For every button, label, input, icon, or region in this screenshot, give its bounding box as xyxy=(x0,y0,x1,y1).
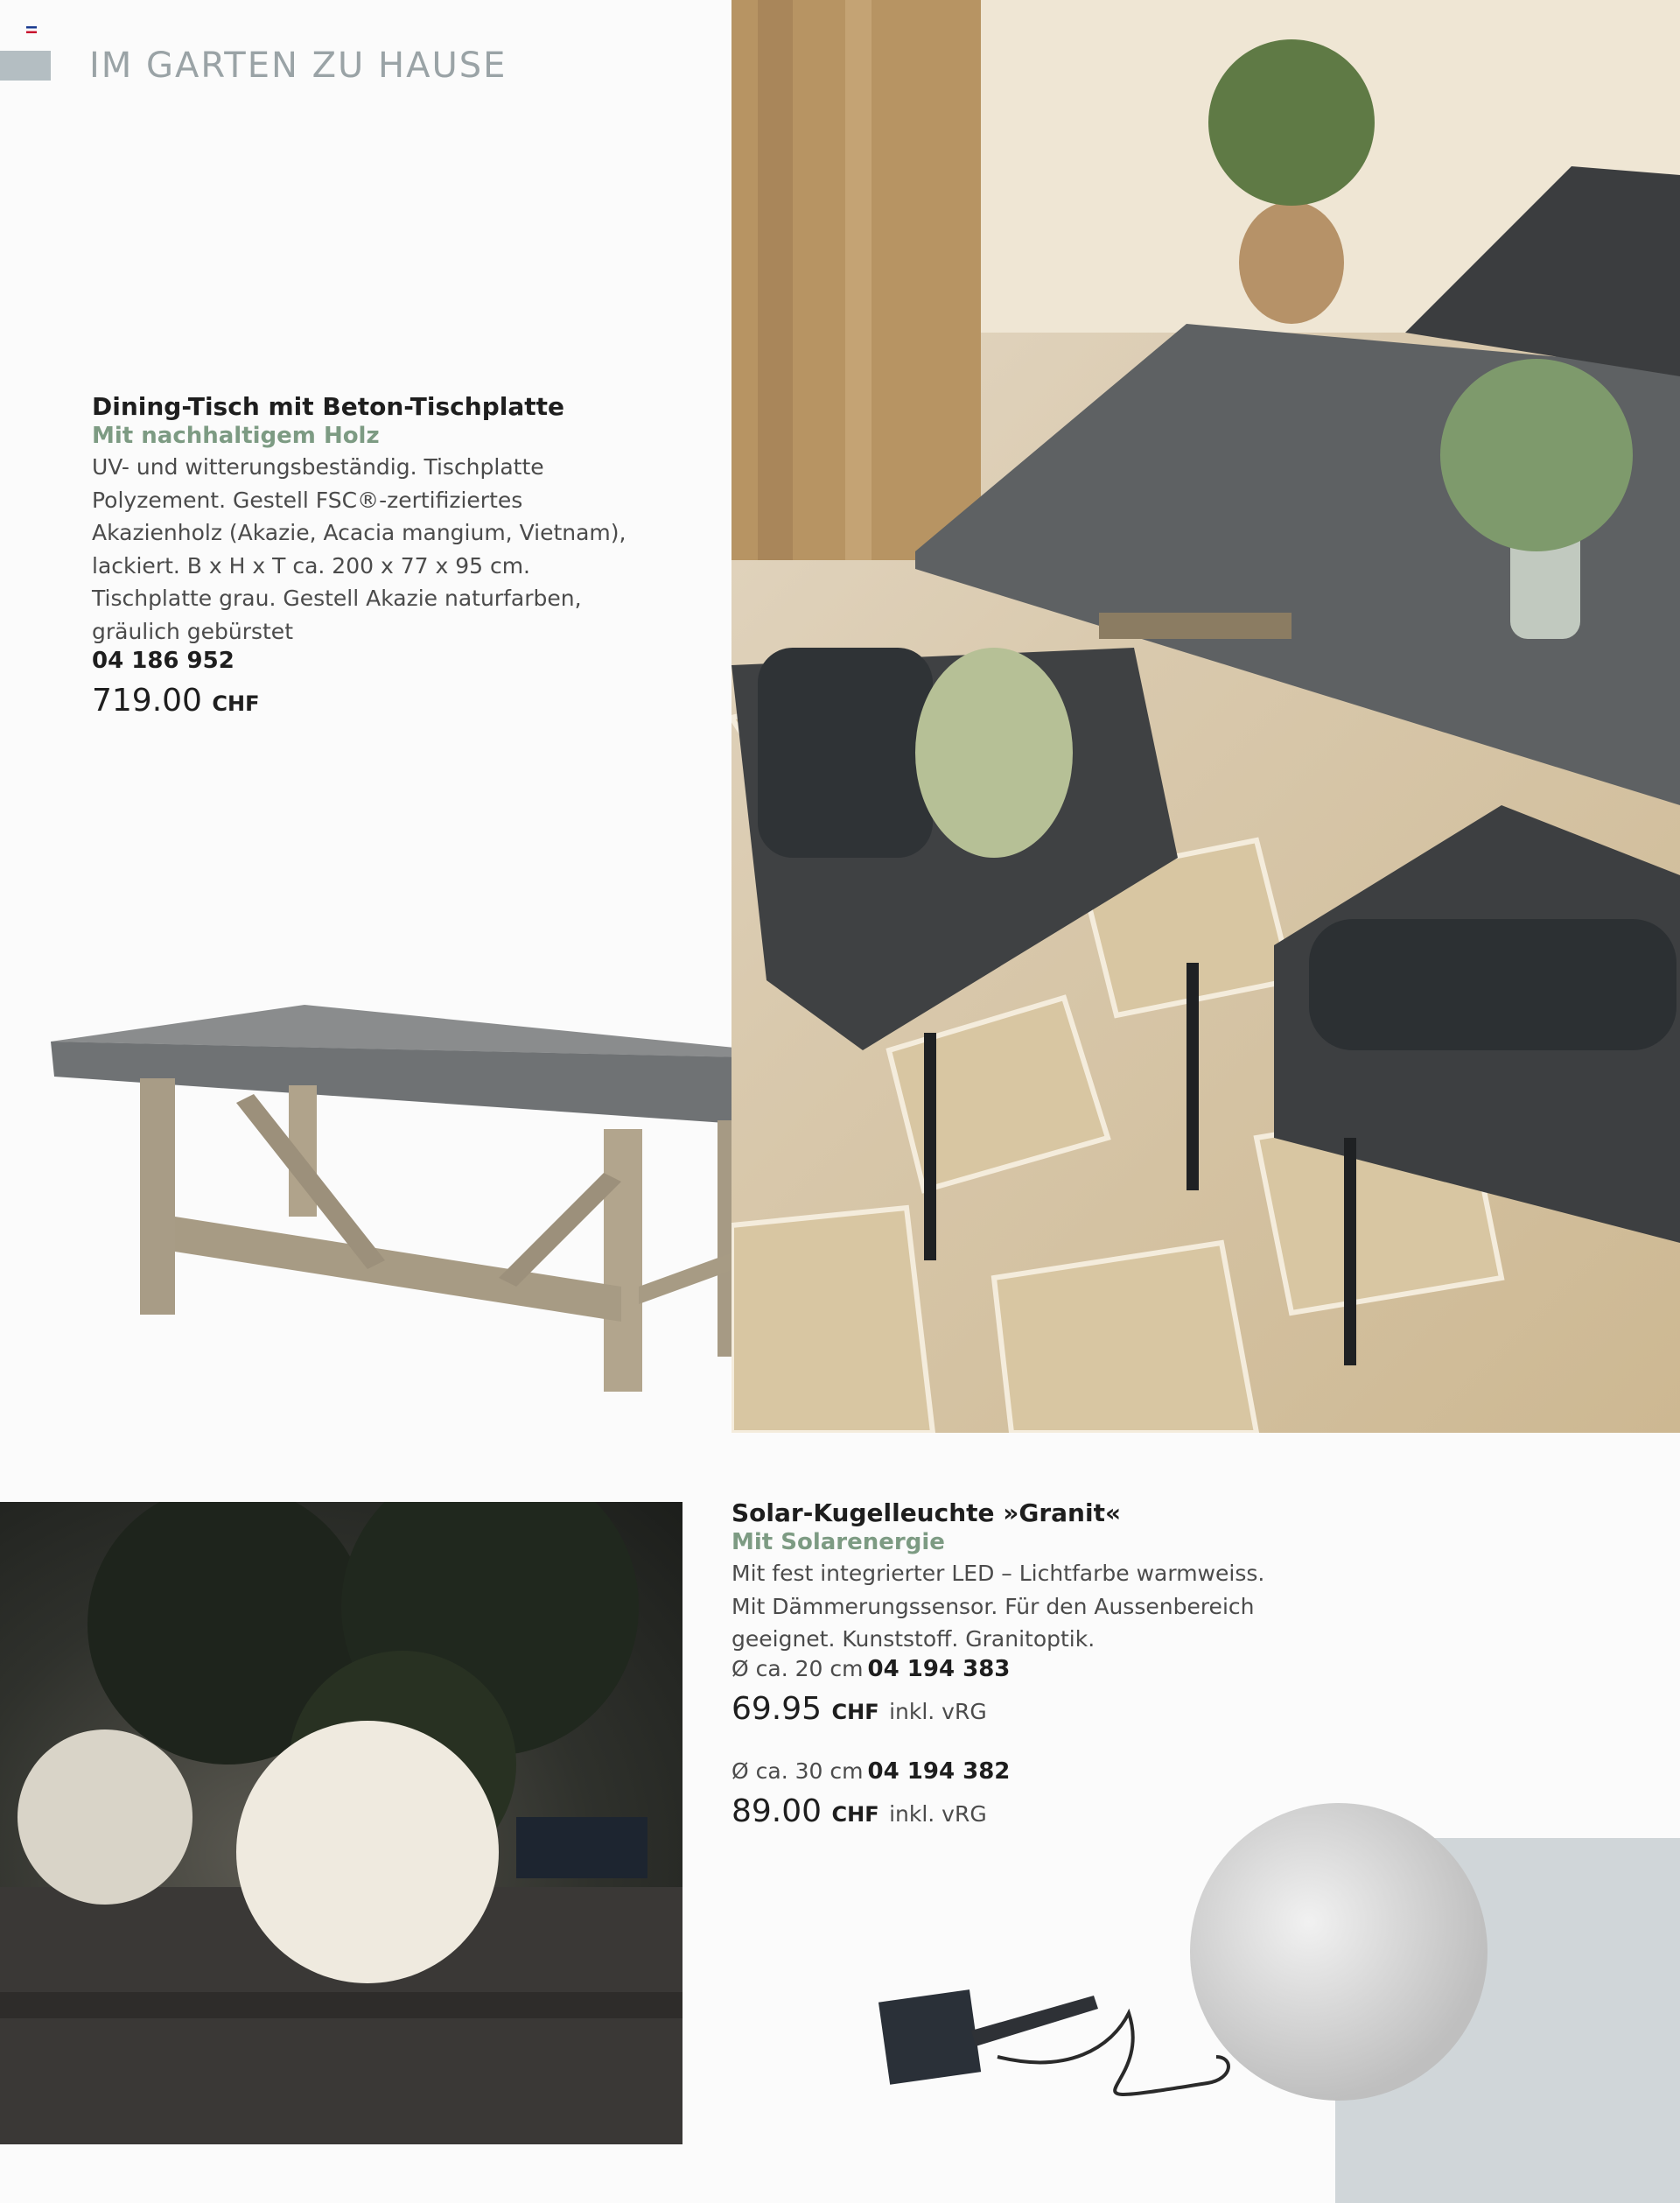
product-description: UV- und witterungsbeständig. Tischplatte Polyzement. Gestell FSC®-zertifiziertes Akazienholz (Akazie, Acacia mangium, Vietnam), lackiert. B x H x T ca. 200 x 77 x 95 cm. Tischplatte grau. Gestell Akazie naturfarben, gräulich gebürstet xyxy=(92,454,626,644)
price-currency: CHF xyxy=(212,691,260,716)
article-number: 04 194 382 xyxy=(867,1757,1011,1785)
product-description: Mit fest integrierter LED – Lichtfarbe warmweiss. Mit Dämmerungssensor. Für den Aussenbereich geeignet. Kunststoff. Granitoptik. xyxy=(732,1561,1265,1652)
price-value: 719.00 xyxy=(92,683,202,719)
price-currency: CHF xyxy=(831,1699,879,1724)
solar-lamp-image xyxy=(866,1794,1496,2127)
price-suffix: inkl. vRG xyxy=(889,1800,987,1827)
section-tab-marker xyxy=(0,51,51,81)
variant-small xyxy=(732,1656,1344,1727)
article-number: 04 194 383 xyxy=(867,1655,1011,1682)
product-name: Solar-Kugelleuchte »Granit« xyxy=(732,1498,1122,1527)
variant-size: Ø ca. 30 cm xyxy=(732,1757,864,1784)
lamp-night-scene xyxy=(0,1502,682,2144)
product-solar-ball-lamp xyxy=(732,1498,1344,1829)
price-suffix: inkl. vRG xyxy=(889,1698,987,1724)
article-number: 04 186 952 xyxy=(92,648,234,674)
product-name: Dining-Tisch mit Beton-Tischplatte xyxy=(92,392,564,421)
variant-size: Ø ca. 20 cm xyxy=(732,1655,864,1681)
swiss-flag-icon xyxy=(26,26,37,33)
product-tagline: Mit nachhaltigem Holz xyxy=(92,423,380,449)
price xyxy=(732,1691,1344,1727)
price xyxy=(92,683,652,719)
product-tagline: Mit Solarenergie xyxy=(732,1529,945,1555)
price-value: 69.95 xyxy=(732,1690,822,1727)
lamp-night-photo xyxy=(0,1502,682,2144)
price-currency: CHF xyxy=(831,1801,879,1827)
patio-photo xyxy=(732,0,1680,1433)
product-dining-table xyxy=(92,392,652,719)
price-value: 89.00 xyxy=(732,1793,822,1829)
section-title: IM GARTEN ZU HAUSE xyxy=(89,46,508,86)
patio-scene xyxy=(732,0,1680,1433)
